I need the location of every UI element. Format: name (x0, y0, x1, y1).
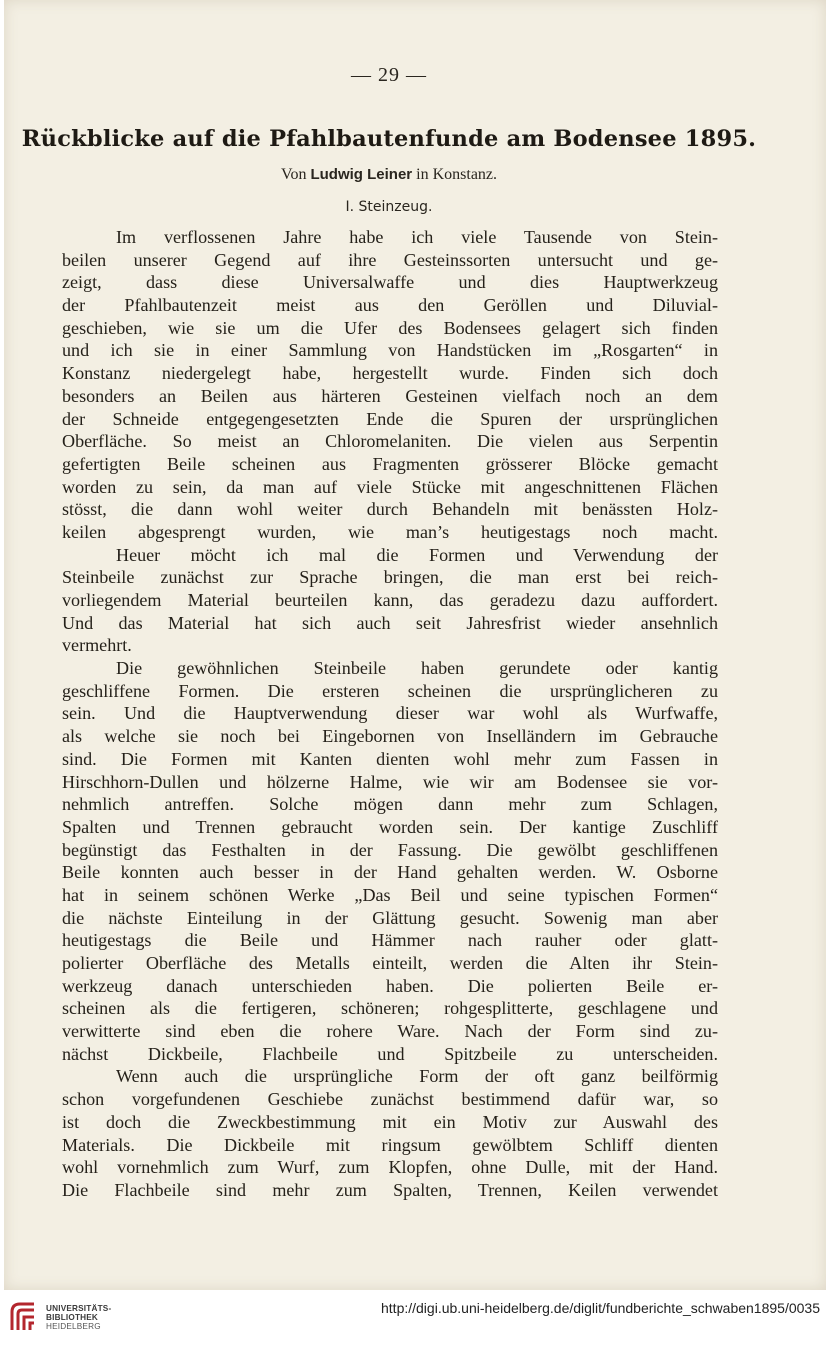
text-line: Steinbeile zunächst zur Sprache bringen, die man erst bei reich- (62, 567, 718, 588)
text-line: worden zu sein, da man auf viele Stücke mit angeschnittenen Flächen (62, 476, 718, 497)
text-line: scheinen als die fertigeren, schöneren; rohgesplitterte, geschlagene und (62, 998, 718, 1019)
text-line: Hirschhorn-Dullen und hölzerne Halme, wie wir am Bodensee sie vor- (62, 771, 718, 792)
footer-bar (0, 1290, 830, 1350)
text-line: sind. Die Formen mit Kanten dienten wohl mehr zum Fassen in (62, 748, 718, 769)
text-line: Im verflossenen Jahre habe ich viele Tausende von Stein- (116, 227, 718, 247)
text-line: sein. Und die Hauptverwendung dieser war wohl als Wurfwaffe, (62, 703, 718, 724)
text-line: besonders an Beilen aus härteren Gesteinen vielfach noch an dem (62, 385, 718, 406)
scanned-page (4, 0, 826, 1290)
text-line: Beile konnten auch besser in der Hand gehalten werden. W. Osborne (62, 862, 718, 883)
university-library-logo-icon[interactable] (8, 1300, 38, 1334)
author-prefix: Von (280, 166, 307, 183)
text-line: Und das Material hat sich auch seit Jahresfrist wieder ansehnlich (62, 612, 718, 633)
text-line: Konstanz niedergelegt habe, hergestellt wurde. Finden sich doch (62, 363, 718, 384)
section-heading: I. Steinzeug. (345, 199, 433, 215)
text-line: begünstigt das Festhalten in der Fassung. Die gewölbt geschliffenen (62, 839, 718, 860)
text-line: Die Flachbeile sind mehr zum Spalten, Trennen, Keilen verwendet (62, 1179, 718, 1200)
library-name-line1: UNIVERSITÄTS- (46, 1304, 112, 1313)
text-line: verwitterte sind eben die rohere Ware. Nach der Form sind zu- (62, 1021, 718, 1042)
text-line: geschliffene Formen. Die ersteren scheinen die ursprünglicheren zu (62, 680, 718, 701)
text-line: vermehrt. (62, 635, 132, 656)
text-line: der Schneide entgegengesetzten Ende die Spuren der ursprünglichen (62, 408, 718, 429)
text-line: Wenn auch die ursprüngliche Form der oft ganz beilförmig (116, 1066, 718, 1087)
text-line: hat in seinem schönen Werke „Das Beil und seine typischen Formen“ (62, 884, 718, 905)
page-number: — 29 — (351, 64, 427, 86)
text-line: keilen abgesprengt wurden, wie man’s heutigestags noch macht. (62, 521, 718, 542)
text-line: beilen unserer Gegend auf ihre Gesteinssorten untersucht und ge- (62, 249, 718, 270)
source-url-link[interactable]: http://digi.ub.uni-heidelberg.de/diglit/fundberichte_schwaben1895/0035 (381, 1300, 820, 1316)
text-line: heutigestags die Beile und Hämmer nach rauher oder glatt- (62, 930, 718, 951)
library-name-line3: HEIDELBERG (46, 1322, 101, 1332)
text-line: nächst Dickbeile, Flachbeile und Spitzbeile zu unterscheiden. (62, 1043, 718, 1064)
text-line: stösst, die dann wohl weiter durch Behandeln mit benässten Holz- (62, 499, 718, 520)
text-line: werkzeug danach unterschieden haben. Die polierten Beile er- (62, 975, 718, 996)
text-line: gefertigten Beile scheinen aus Fragmenten grösserer Blöcke gemacht (62, 453, 718, 474)
author-line (4, 166, 774, 184)
text-line: polierter Oberfläche des Metalls einteilt, werden die Alten ihr Stein- (62, 953, 718, 973)
text-line: Die gewöhnlichen Steinbeile haben gerundete oder kantig (116, 658, 718, 679)
text-line: wohl vornehmlich zum Wurf, zum Klopfen, ohne Dulle, mit der Hand. (62, 1157, 718, 1178)
text-line: schon vorgefundenen Geschiebe zunächst bestimmend dafür war, so (62, 1089, 718, 1110)
library-name (46, 1304, 111, 1332)
body-text (62, 226, 718, 1202)
text-line: Oberfläche. So meist an Chloromelaniten. Die vielen aus Serpentin (62, 431, 718, 452)
text-line: der Pfahlbautenzeit meist aus den Geröllen und Diluvial- (62, 295, 718, 316)
author-suffix: in Konstanz. (416, 166, 498, 183)
text-line: Materials. Die Dickbeile mit ringsum gewölbtem Schliff dienten (62, 1134, 718, 1155)
author-name: Ludwig Leiner (310, 166, 413, 183)
text-line: nehmlich antreffen. Solche mögen dann mehr zum Schlagen, (62, 794, 718, 815)
article-title: Rückblicke auf die Pfahlbautenfunde am Bodensee 1895. (21, 126, 757, 152)
text-line: als welche sie noch bei Eingebornen von Inselländern im Gebrauche (62, 726, 718, 747)
text-line: geschieben, wie sie um die Ufer des Bodensees gelagert sich finden (62, 317, 718, 338)
text-line: Spalten und Trennen gebraucht worden sein. Der kantige Zuschliff (62, 816, 718, 837)
text-line: und ich sie in einer Sammlung von Handstücken im „Rosgarten“ in (62, 340, 718, 361)
library-name-line2: BIBLIOTHEK (46, 1313, 99, 1323)
text-line: die nächste Einteilung in der Glättung gesucht. Sowenig man aber (62, 907, 718, 928)
text-line: Heuer möcht ich mal die Formen und Verwendung der (116, 544, 718, 565)
text-line: vorliegendem Material beurteilen kann, das geradezu dazu auffordert. (62, 590, 718, 610)
text-line: zeigt, dass diese Universalwaffe und dies Hauptwerkzeug (62, 272, 718, 293)
text-line: ist doch die Zweckbestimmung mit ein Motiv zur Auswahl des (62, 1111, 718, 1132)
